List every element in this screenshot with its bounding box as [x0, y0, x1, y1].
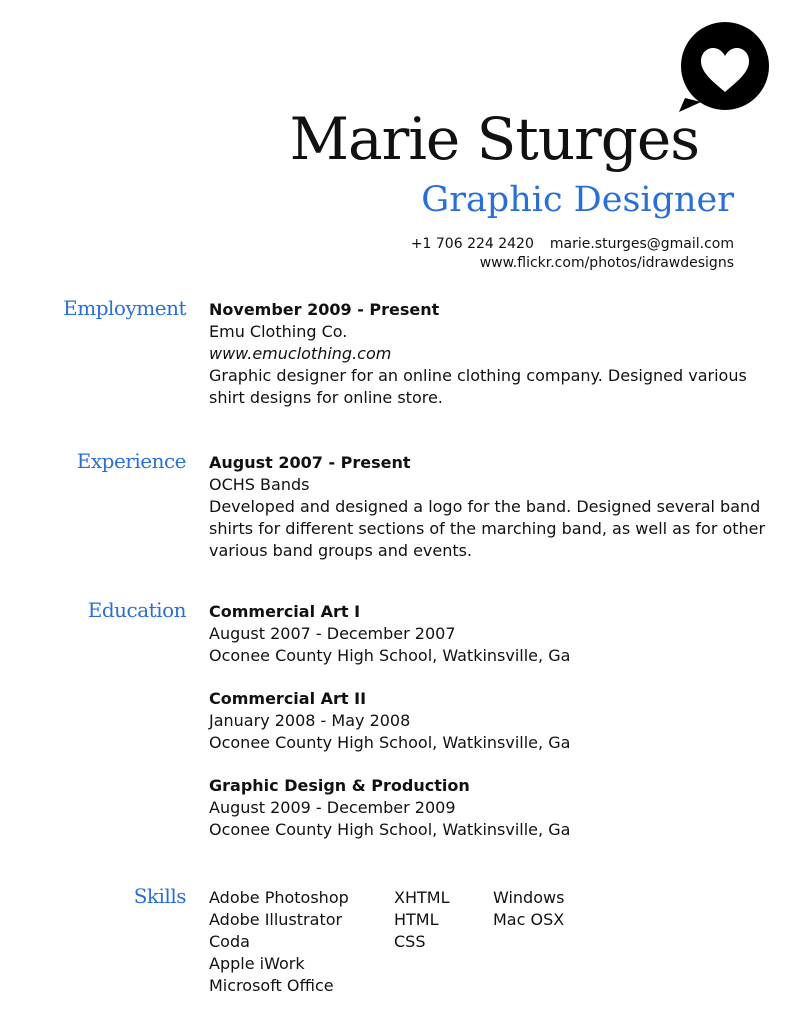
employment-desc-line: shirt designs for online store.: [209, 388, 443, 407]
page-title: Marie Sturges: [289, 105, 699, 173]
experience-desc-line: various band groups and events.: [209, 541, 473, 560]
skill-item: Apple iWork: [209, 954, 305, 973]
course-title: Commercial Art I: [209, 602, 361, 621]
experience-desc-line: Developed and designed a logo for the band. Designed several band: [209, 497, 761, 516]
skill-item: Adobe Illustrator: [209, 910, 343, 929]
course-school: Oconee County High School, Watkinsville, Ga: [209, 733, 571, 752]
skill-item: Windows: [493, 888, 565, 907]
employment-company: Emu Clothing Co.: [209, 322, 348, 341]
experience-dates: August 2007 - Present: [209, 453, 411, 472]
skill-item: HTML: [394, 910, 439, 929]
heart-speech-bubble-icon: [675, 20, 770, 112]
course-school: Oconee County High School, Watkinsville, Ga: [209, 646, 571, 665]
experience-section: [209, 452, 766, 562]
website-url: www.flickr.com/photos/idrawdesigns: [479, 255, 734, 271]
skills-column: [394, 887, 449, 953]
experience-desc-line: shirts for different sections of the marching band, as well as for other: [209, 519, 766, 538]
course-dates: August 2007 - December 2007: [209, 624, 456, 643]
email-address: marie.sturges@gmail.com: [549, 236, 734, 252]
skill-item: Adobe Photoshop: [209, 888, 349, 907]
skill-item: XHTML: [394, 888, 450, 907]
employment-dates: November 2009 - Present: [209, 300, 440, 319]
education-heading: Education: [87, 598, 186, 622]
course-school: Oconee County High School, Watkinsville, Ga: [209, 820, 571, 839]
skill-item: CSS: [394, 932, 426, 951]
phone-number: +1 706 224 2420: [410, 236, 534, 252]
education-section: [209, 601, 749, 841]
course-dates: August 2009 - December 2009: [209, 798, 456, 817]
experience-org: OCHS Bands: [209, 475, 310, 494]
skill-item: Mac OSX: [493, 910, 565, 929]
course-title: Commercial Art II: [209, 689, 367, 708]
skill-item: Coda: [209, 932, 250, 951]
skills-column: [493, 887, 564, 931]
employment-section: [209, 299, 749, 409]
job-title: Graphic Designer: [421, 180, 734, 220]
skill-item: Microsoft Office: [209, 976, 334, 995]
course-title: Graphic Design & Production: [209, 776, 470, 795]
skills-column: [209, 887, 349, 997]
course-dates: January 2008 - May 2008: [209, 711, 411, 730]
experience-heading: Experience: [76, 449, 186, 473]
employment-heading: Employment: [63, 296, 186, 320]
contact-line: [411, 236, 734, 252]
skills-heading: Skills: [133, 884, 186, 908]
employment-desc-line: Graphic designer for an online clothing company. Designed various: [209, 366, 747, 385]
employment-url: www.emuclothing.com: [209, 344, 392, 363]
